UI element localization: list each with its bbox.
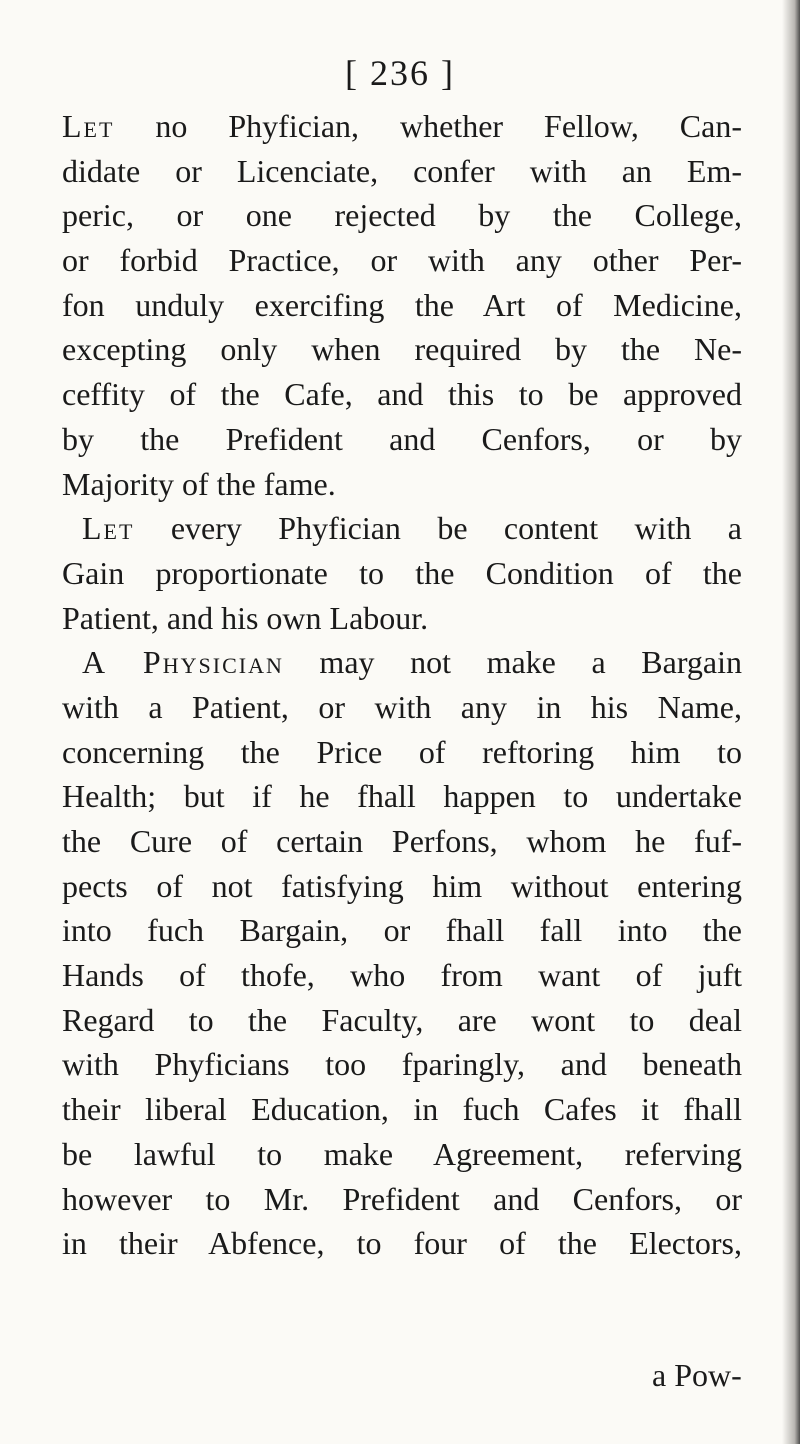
text-line: Let no Phyfician, whether Fellow, Can- <box>62 108 742 144</box>
text-line: Gain proportionate to the Condition of the <box>62 554 742 591</box>
catchword: a Pow- <box>652 1357 742 1393</box>
text-line: ceffity of the Cafe, and this to be approved <box>62 376 742 413</box>
text-line: with Phyficians too fparingly, and beneath <box>62 1046 742 1083</box>
text-line: Regard to the Faculty, are wont to deal <box>62 1001 742 1038</box>
text-line: however to Mr. Prefident and Cenfors, or <box>62 1180 742 1217</box>
text-line: or forbid Practice, or with any other Per- <box>62 242 742 279</box>
paragraph-lead: A Physician <box>82 644 284 681</box>
body-text <box>62 104 742 1266</box>
text-line: their liberal Education, in fuch Cafes it fhall <box>62 1091 742 1128</box>
text-line: into fuch Bargain, or fhall fall into the <box>62 912 742 949</box>
text-line: peric, or one rejected by the College, <box>62 197 742 234</box>
text-line: Hands of thofe, who from want of juft <box>62 957 742 994</box>
paragraph-lead: Let <box>82 510 135 547</box>
text-line: excepting only when required by the Ne- <box>62 331 742 368</box>
text-line: in their Abfence, to four of the Electors, <box>62 1225 742 1262</box>
text-line: the Cure of certain Perfons, whom he fuf- <box>62 823 742 859</box>
text-line: be lawful to make Agreement, referving <box>62 1135 742 1172</box>
text-line: pects of not fatisfying him without entering <box>62 867 742 904</box>
page-number: [ 236 ] <box>345 53 455 93</box>
text-line: Majority of the fame. <box>62 465 336 502</box>
paragraph-lead: Let <box>62 108 115 144</box>
text-line: A Physician may not make a Bargain <box>82 644 742 681</box>
text-line: didate or Licenciate, confer with an Em- <box>62 152 742 189</box>
text-line: Let every Phyfician be content with a <box>82 510 742 547</box>
text-line: concerning the Price of reftoring him to <box>62 733 742 770</box>
text-line: fon unduly exercifing the Art of Medicine, <box>62 286 742 323</box>
text-line: by the Prefident and Cenfors, or by <box>62 420 742 457</box>
text-line: Health; but if he fhall happen to undertake <box>62 778 742 815</box>
text-line: Patient, and his own Labour. <box>62 599 429 636</box>
page-edge-shadow <box>782 0 800 1444</box>
text-line: with a Patient, or with any in his Name, <box>62 688 742 725</box>
